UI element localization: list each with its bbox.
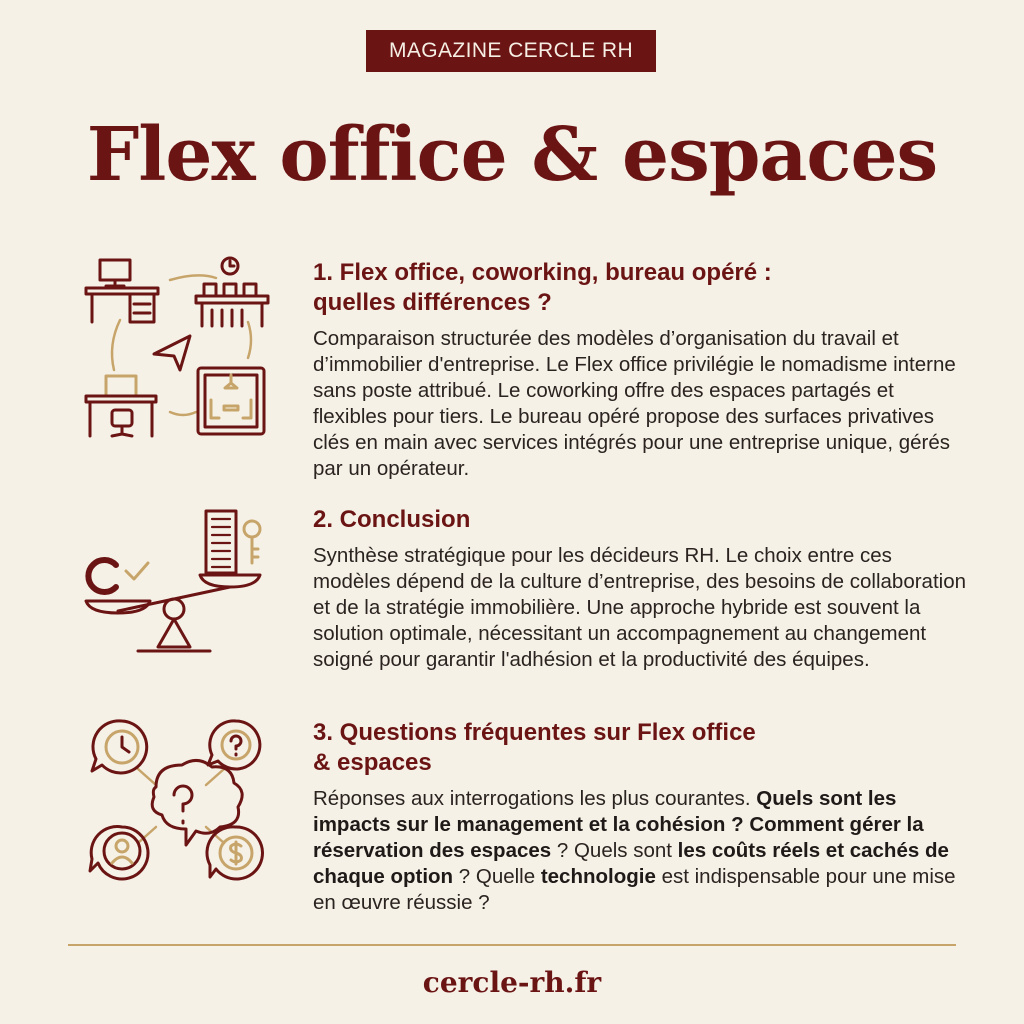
page-title: Flex office & espaces: [86, 112, 938, 198]
body-text-bold: Quels sont les impacts sur le management et la cohésion ? Comment gérer la réservation des espaces: [313, 787, 924, 862]
body-text: Réponses aux interrogations les plus courantes.: [313, 787, 757, 810]
body-text-bold: les coûts réels et cachés de chaque option: [313, 839, 949, 888]
section-body: [313, 786, 973, 916]
magazine-tag: MAGAZINE CERCLE RH: [366, 30, 656, 72]
body-text-bold: technologie: [540, 865, 656, 888]
section-differences: [313, 258, 973, 482]
section-conclusion: [313, 505, 973, 673]
section-faq: [313, 718, 973, 916]
footer-url[interactable]: cercle-rh.fr: [422, 966, 602, 999]
section-title-line: & espaces: [313, 749, 432, 776]
section-body: Synthèse stratégique pour les décideurs RH. Le choix entre ces modèles dépend de la culture d’entreprise, des besoins de collaboration et de la stratégie immobilière. Une approche hybride est souvent la solution optimale, nécessitant un accompagnement au changement soigné pour garantir l'adhésion et la productivité des équipes.: [313, 544, 967, 671]
section-title-line: 1. Flex office, coworking, bureau opéré :: [313, 259, 772, 286]
balance-scale-icon: [78, 505, 278, 665]
section-title: [313, 718, 973, 778]
body-text: ? Quels sont: [551, 839, 678, 862]
body-text: ? Quelle: [453, 865, 541, 888]
section-title: 2. Conclusion: [313, 506, 471, 533]
section-body: Comparaison structurée des modèles d’organisation du travail et d’immobilier d'entreprise. Le Flex office privilégie le nomadisme interne sans poste attribué. Le coworking offre des espaces partagés et flexibles pour tiers. Le bureau opéré propose des surfaces privatives clés en main avec services intégrés pour une entreprise unique, gérés par un opérateur.: [313, 327, 956, 480]
section-title-line: quelles différences ?: [313, 289, 552, 316]
section-title-line: 3. Questions fréquentes sur Flex office: [313, 719, 756, 746]
office-layout-icon: [78, 250, 278, 450]
faq-bubbles-icon: [86, 715, 276, 895]
section-title: [313, 258, 973, 318]
body-text: est indispensable pour une mise en œuvre réussie ?: [313, 865, 956, 914]
divider: [68, 944, 956, 946]
